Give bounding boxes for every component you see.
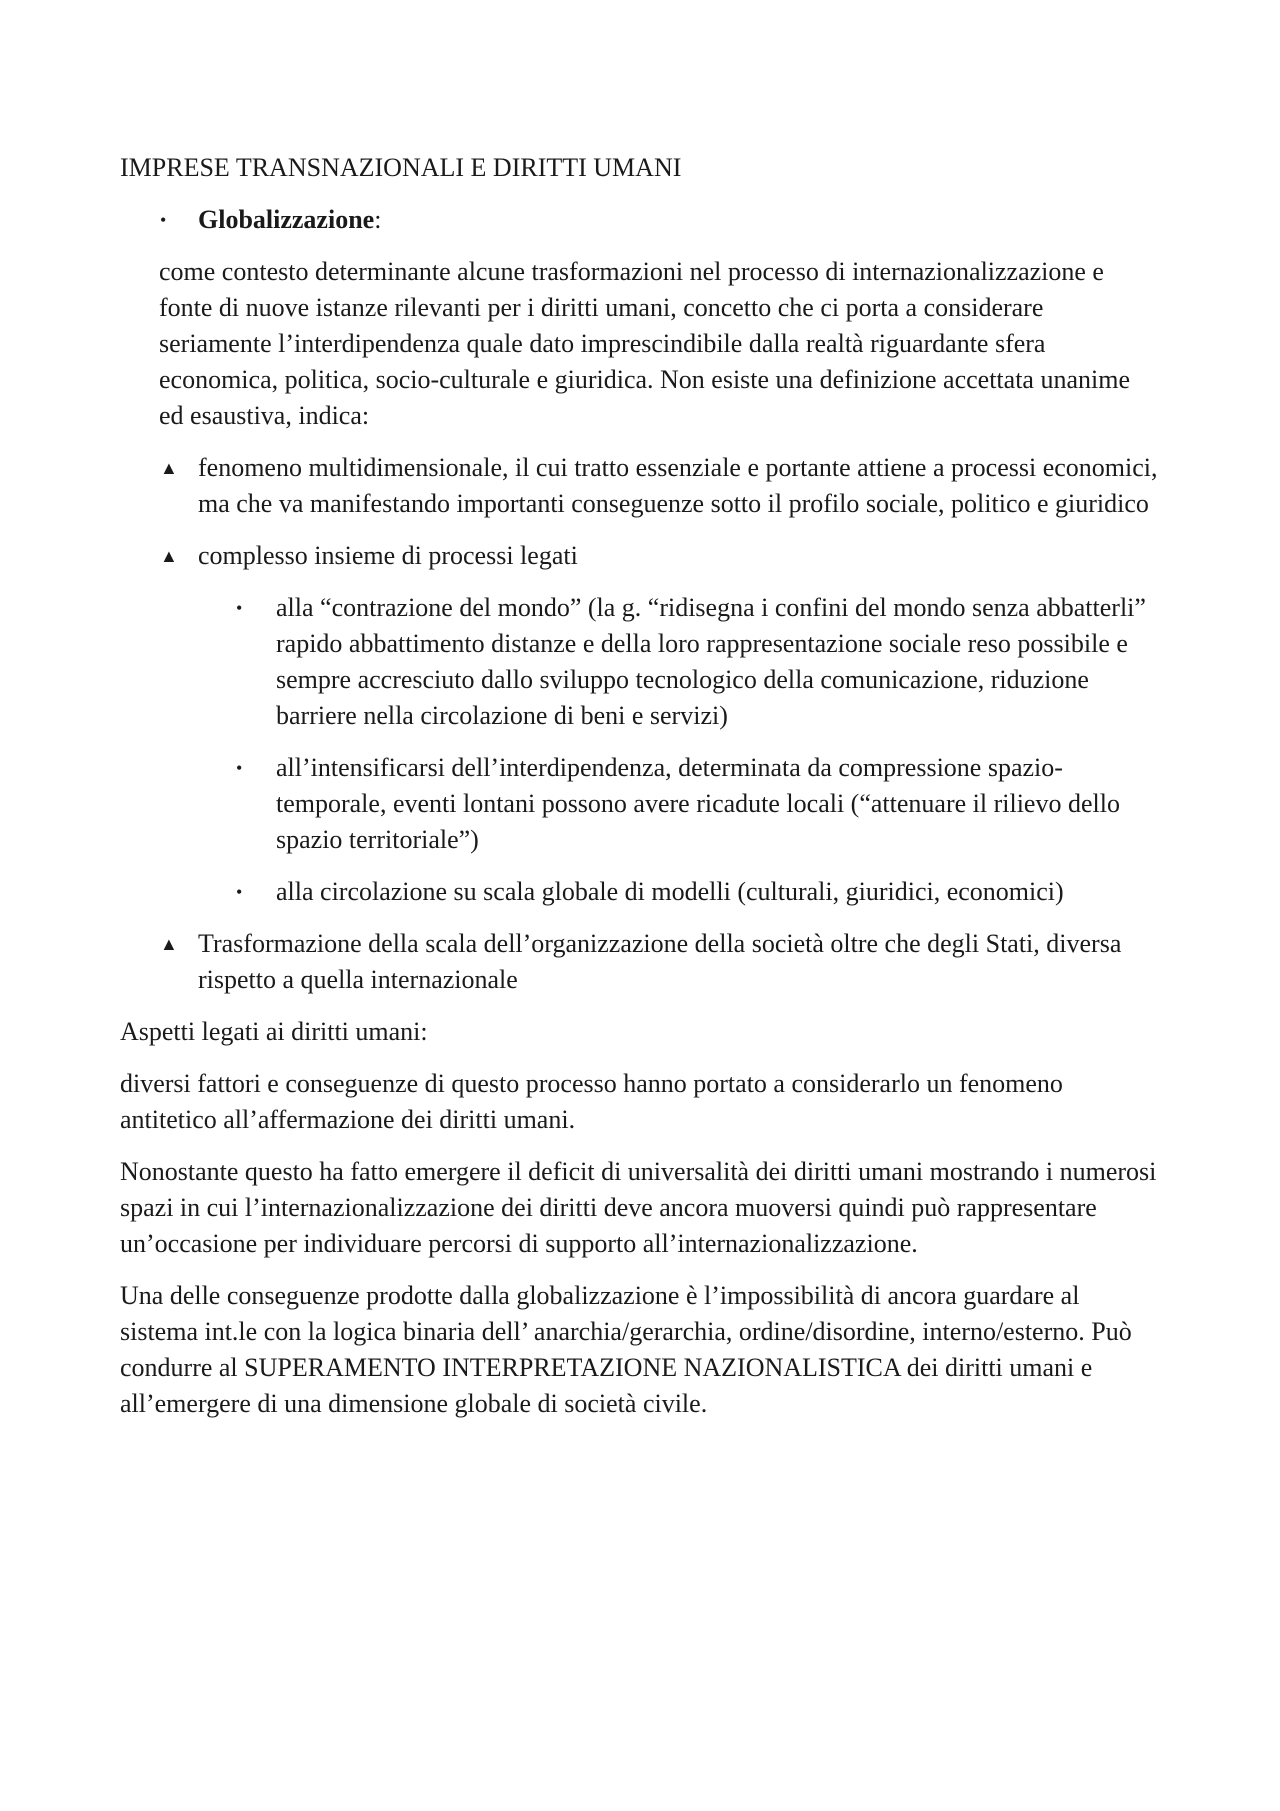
document-page — [120, 150, 1160, 1438]
bullet-dot: • — [236, 598, 243, 618]
body-paragraph: diversi fattori e conseguenze di questo processo hanno portato a considerarlo un fenomeno antitetico all’affermazione dei diritti umani. — [120, 1069, 1063, 1134]
sub-list-item — [120, 590, 1160, 734]
body-paragraph: Nonostante questo ha fatto emergere il deficit di universalità dei diritti umani mostrando i numerosi spazi in cui l’internazionalizzazione dei diritti deve ancora muoversi quindi può rappresentare un’occasione per individuare percorsi di supporto all’internazionalizzazione. — [120, 1157, 1157, 1258]
document-title: IMPRESE TRANSNAZIONALI E DIRITTI UMANI — [120, 153, 682, 182]
bullet-dot: • — [160, 210, 167, 230]
list-item-text: fenomeno multidimensionale, il cui tratto essenziale e portante attiene a processi economici, ma che va manifestando importanti conseguenze sotto il profilo sociale, politico e giuridico — [198, 453, 1158, 518]
list-item — [120, 450, 1160, 522]
section-heading-colon: : — [374, 205, 382, 234]
sub-list-item-text: all’intensificarsi dell’interdipendenza, determinata da compressione spazio-temporale, eventi lontani possono avere ricadute locali (“attenuare il rilievo dello spazio territoriale”) — [276, 753, 1120, 854]
body-paragraph: Una delle conseguenze prodotte dalla globalizzazione è l’impossibilità di ancora guardare al sistema int.le con la logica binaria dell’ anarchia/gerarchia, ordine/disordine, interno/esterno. Può condurre al SUPERAMENTO INTERPRETAZIONE NAZIONALISTICA dei diritti umani e all’emergere di una dimensione globale di società civile. — [120, 1281, 1132, 1418]
intro-paragraph: come contesto determinante alcune trasformazioni nel processo di internazionalizzazione e fonte di nuove istanze rilevanti per i diritti umani, concetto che ci porta a considerare seriamente l’interdipendenza quale dato imprescindibile dalla realtà riguardante sfera economica, politica, socio-culturale e giuridica. Non esiste una definizione accettata unanime ed esaustiva, indica: — [159, 257, 1130, 430]
sub-list-item-text: alla circolazione su scala globale di modelli (culturali, giuridici, economici) — [276, 877, 1064, 906]
list-item — [120, 926, 1160, 998]
section-subheading: Aspetti legati ai diritti umani: — [120, 1017, 428, 1046]
sub-list-item — [120, 750, 1160, 858]
section-heading-item — [120, 202, 1160, 238]
sub-list-item — [120, 874, 1160, 910]
section-heading: Globalizzazione — [198, 205, 375, 234]
list-item-text: Trasformazione della scala dell’organizzazione della società oltre che degli Stati, diversa rispetto a quella internazionale — [198, 929, 1122, 994]
triangle-bullet-icon: ▲ — [160, 458, 178, 478]
sub-list-item-text: alla “contrazione del mondo” (la g. “ridisegna i confini del mondo senza abbatterli” rapido abbattimento distanze e della loro rappresentazione sociale reso possibile e sempre accresciuto dallo sviluppo tecnologico della comunicazione, riduzione barriere nella circolazione di beni e servizi) — [276, 593, 1146, 730]
triangle-bullet-icon: ▲ — [160, 934, 178, 954]
list-item-text: complesso insieme di processi legati — [198, 541, 578, 570]
bullet-dot: • — [236, 882, 243, 902]
triangle-bullet-icon: ▲ — [160, 546, 178, 566]
list-item — [120, 538, 1160, 574]
bullet-dot: • — [236, 758, 243, 778]
